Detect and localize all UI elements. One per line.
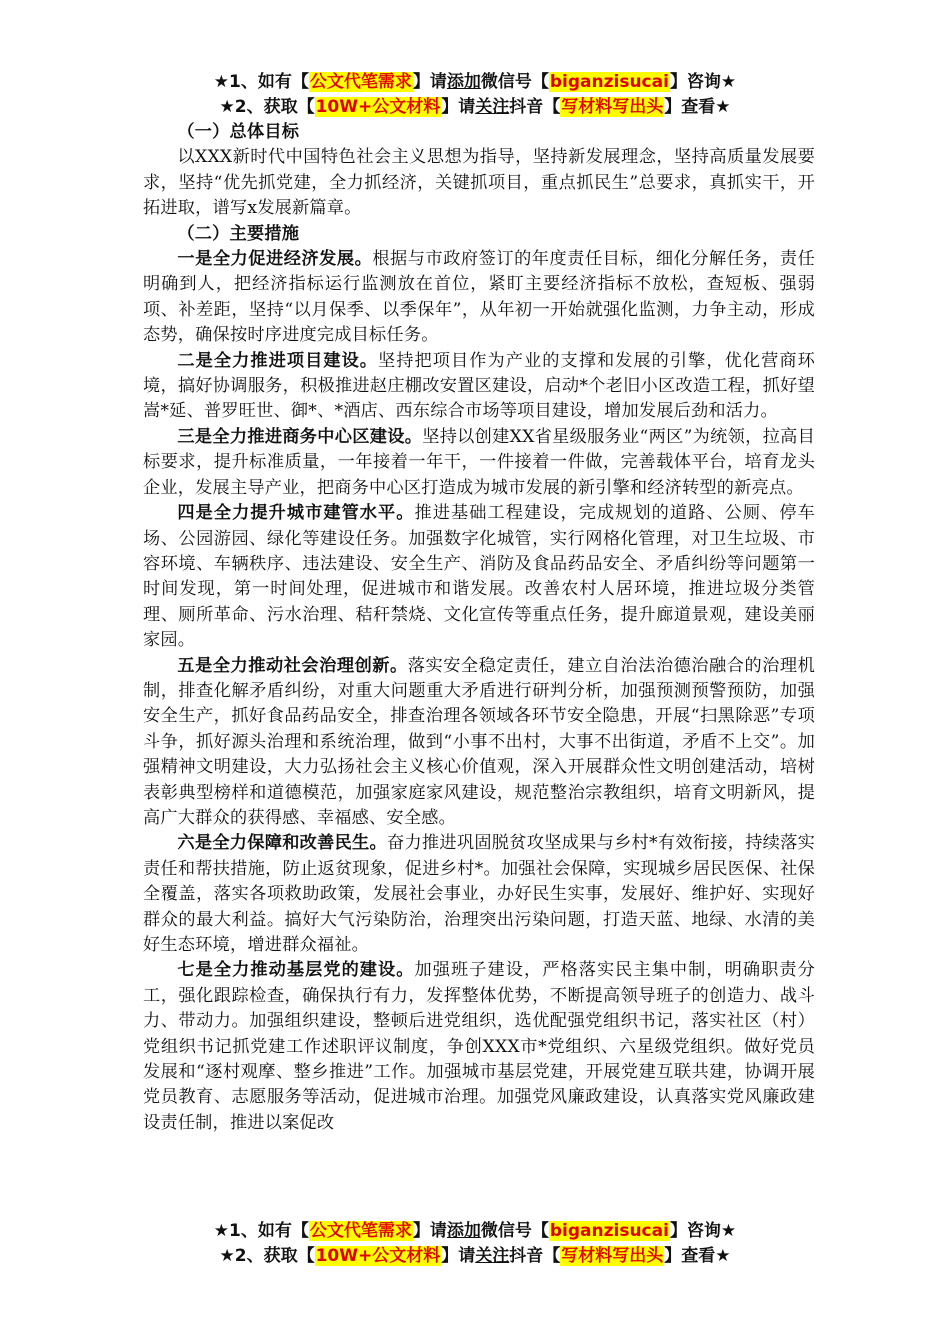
measure-lead: 四是全力提升城市建管水平。 [177, 503, 415, 524]
measure-text: 推进基础工程建设，完成规划的道路、公厕、停车场、公园游园、绿化等建设任务。加强数字化城管，实行网格化管理，对卫生垃圾、市容环境、车辆秩序、违法建设、安全生产、消防及食品药品安全、矛盾纠纷等问题第一时间发现，第一时间处理，促进城市和谐发展。改善农村人居环境，推进垃圾分类管理、厕所革命、污水治理、秸秆禁烧、文化宣传等重点任务，提升廊道景观，建设美丽家园。 [143, 503, 815, 651]
measure-paragraph [143, 247, 815, 349]
banner-text: 抖音【 [509, 97, 561, 117]
banner-highlight: 10W+公文材料 [315, 97, 441, 117]
banner-highlight: biganzisucai [549, 1221, 669, 1241]
banner-text: 抖音【 [509, 1246, 561, 1266]
banner-text: 】咨询★ [669, 1221, 737, 1241]
ad-banner-top [0, 70, 950, 120]
banner-text: 】请 [441, 1246, 476, 1266]
measure-lead: 二是全力推进项目建设。 [177, 350, 379, 371]
measure-paragraph [143, 501, 815, 653]
banner-highlight: 写材料写出头 [561, 97, 664, 117]
banner-underline: 添加 [446, 1221, 481, 1241]
measure-paragraph [143, 349, 815, 425]
paragraph: 以XXX新时代中国特色社会主义思想为指导，坚持新发展理念，坚持高质量发展要求，坚持“优先抓党建，全力抓经济，关键抓项目，重点抓民生”总要求，真抓实干，开拓进取，谱写x发展新篇章。 [143, 147, 815, 219]
banner-text: 微信号【 [480, 1221, 549, 1241]
measure-text: 奋力推进巩固脱贫攻坚成果与乡村*有效衔接，持续落实责任和帮扶措施，防止返贫现象，促进乡村*。加强社会保障，实现城乡居民医保、社保全覆盖，落实各项救助政策，发展社会事业，办好民生实事，发展好、维护好、实现好群众的最大利益。搞好大气污染防治，治理突出污染问题，打造天蓝、地绿、水清的美好生态环境，增进群众福祉。 [143, 833, 815, 955]
banner-line-1 [0, 1219, 950, 1244]
banner-text: ★1、如有【 [213, 72, 309, 92]
measure-text: 坚持以创建XX省星级服务业“两区”为统领，拉高目标要求，提升标准质量，一年接着一年干，一件接着一件做，完善载体平台，培育龙头企业，发展主导产业，把商务中心区打造成为城市发展的新引擎和经济转型的新亮点。 [143, 426, 815, 498]
measure-lead: 五是全力推动社会治理创新。 [177, 655, 408, 676]
banner-line-2 [0, 1244, 950, 1269]
banner-text: ★2、获取【 [219, 1246, 315, 1266]
section-heading: （一）总体目标 [177, 122, 300, 142]
measure-paragraph [143, 831, 815, 958]
banner-underline: 添加 [446, 72, 481, 92]
banner-text: 】请 [412, 72, 447, 92]
banner-highlight: biganzisucai [549, 72, 669, 92]
banner-highlight: 公文代笔需求 [309, 72, 412, 92]
measure-lead: 一是全力促进经济发展。 [177, 249, 373, 270]
measure-paragraph [143, 425, 815, 501]
banner-text: 】查看★ [664, 97, 731, 117]
banner-underline: 关注 [475, 1246, 510, 1266]
measure-lead: 三是全力推进商务中心区建设。 [177, 426, 423, 447]
banner-text: ★2、获取【 [219, 97, 315, 117]
measure-lead: 七是全力推动基层党的建设。 [177, 960, 415, 981]
measure-paragraph [143, 654, 815, 832]
section-heading: （二）主要措施 [177, 223, 300, 244]
banner-line-2 [0, 95, 950, 120]
ad-banner-bottom [0, 1219, 950, 1269]
measure-text: 坚持把项目作为产业的支撑和发展的引擎，优化营商环境，搞好协调服务，积极推进赵庄棚改安置区建设，启动*个老旧小区改造工程，抓好望嵩*延、普罗旺世、御*、*酒店、西东综合市场等项目建设，增加发展后劲和活力。 [143, 350, 815, 422]
banner-highlight: 写材料写出头 [561, 1246, 664, 1266]
banner-line-1 [0, 70, 950, 95]
banner-highlight: 10W+公文材料 [315, 1246, 441, 1266]
banner-text: 】请 [441, 97, 476, 117]
banner-text: 微信号【 [480, 72, 549, 92]
banner-text: 】查看★ [664, 1246, 731, 1266]
banner-text: 】咨询★ [669, 72, 737, 92]
banner-underline: 关注 [475, 97, 510, 117]
measure-text: 落实安全稳定责任，建立自治法治德治融合的治理机制，排查化解矛盾纠纷，对重大问题重大矛盾进行研判分析，加强预测预警预防，加强安全生产，抓好食品药品安全，排查治理各领域各环节安全隐患，开展“扫黑除恶”专项斗争，抓好源头治理和系统治理，做到“小事不出村，大事不出街道，矛盾不上交”。加强精神文明建设，大力弘扬社会主义核心价值观，深入开展群众性文明创建活动，培树表彰典型榜样和道德模范，加强家庭家风建设，规范整治宗教组织，培育文明新风，提高广大群众的获得感、幸福感、安全感。 [143, 655, 815, 828]
document-body [143, 120, 815, 1136]
banner-text: ★1、如有【 [213, 1221, 309, 1241]
measure-text: 加强班子建设，严格落实民主集中制，明确职责分工，强化跟踪检查，确保执行有力，发挥整体优势，不断提高领导班子的创造力、战斗力、带动力。加强组织建设，整顿后进党组织，选优配强党组织书记，落实社区（村）党组织书记抓党建工作述职评议制度，争创XXX市*党组织、六星级党组织。做好党员发展和“逐村观摩、整乡推进”工作。加强城市基层党建，开展党建互联共建，协调开展党员教育、志愿服务等活动，促进城市治理。加强党风廉政建设，认真落实党风廉政建设责任制，推进以案促改 [143, 960, 815, 1133]
measure-lead: 六是全力保障和改善民生。 [177, 833, 387, 854]
measure-text: 根据与市政府签订的年度责任目标，细化分解任务，责任明确到人，把经济指标运行监测放在首位，紧盯主要经济指标不放松，查短板、强弱项、补差距，坚持“以月保季、以季保年”，从年初一开始就强化监测，力争主动，形成态势，确保按时序进度完成目标任务。 [143, 249, 815, 346]
banner-highlight: 公文代笔需求 [309, 1221, 412, 1241]
measure-paragraph [143, 958, 815, 1136]
banner-text: 】请 [412, 1221, 447, 1241]
